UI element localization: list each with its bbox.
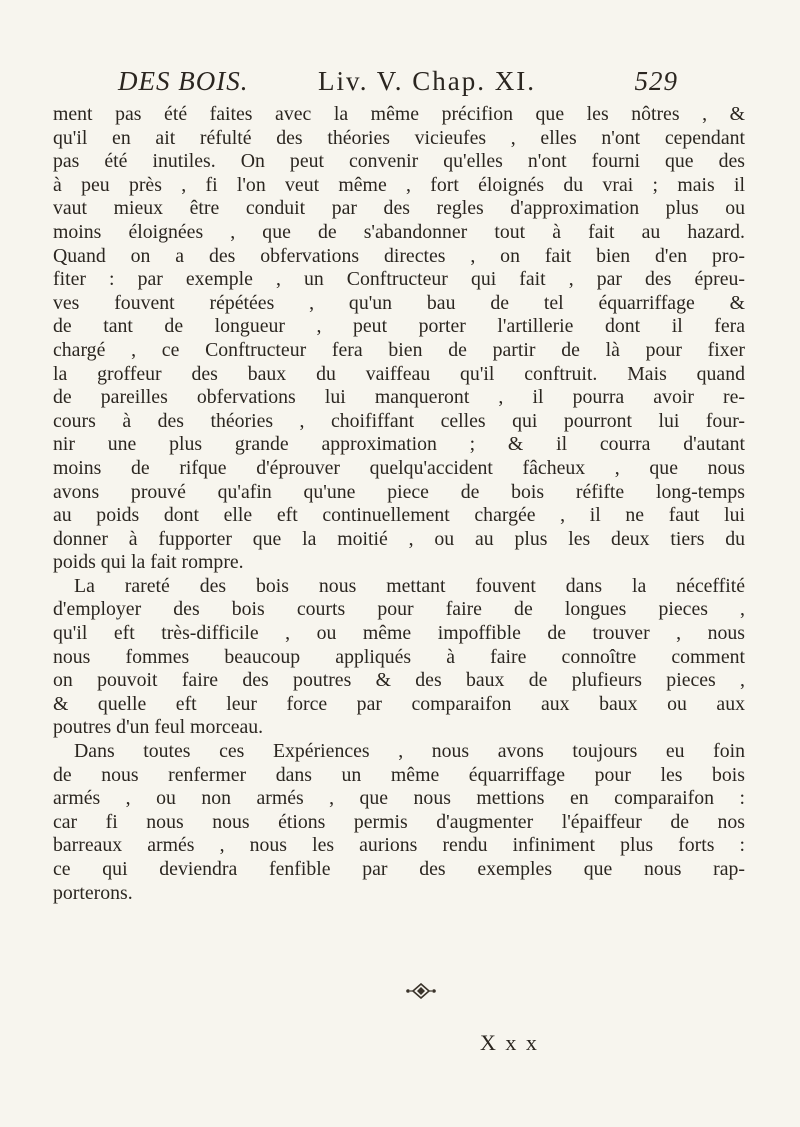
body-text [53,103,745,905]
running-head [118,66,678,100]
text-line: cours à des théories , choififfant celles qui pourront lui four- [53,409,745,432]
paragraph-end-line: poutres d'un feul morceau. [53,716,264,739]
text-line: d'employer des bois courts pour faire de longues pieces , [53,598,745,621]
text-line: qu'il en ait réfulté des théories vicieufes , elles n'ont cependant [53,126,745,149]
text-line: barreaux armés , nous les aurions rendu infiniment plus forts : [53,834,745,857]
text-line: Quand on a des obfervations directes , on fait bien d'en pro- [53,244,745,267]
paragraph-start-line: La rareté des bois nous mettant fouvent dans la néceffité [74,574,745,597]
text-line: moins éloignées , que de s'abandonner tout à fait au hazard. [53,220,745,243]
text-line: de nous renfermer dans un même équarriffage pour les bois [53,763,745,786]
text-line: de tant de longueur , peut porter l'artillerie dont il fera [53,315,745,338]
text-line: car fi nous nous étions permis d'augmenter l'épaiffeur de nos [53,810,745,833]
text-line: & quelle eft leur force par comparaifon aux baux ou aux [53,692,745,715]
running-head-title: DES BOIS. [118,66,249,96]
text-line: donner à fupporter que la moitié , ou au plus les deux tiers du [53,527,745,550]
text-line: pas été inutiles. On peut convenir qu'elles n'ont fourni que des [53,150,745,173]
text-line: au poids dont elle eft continuellement chargée , il ne faut lui [53,504,745,527]
text-line: fiter : par exemple , un Conftructeur qui fait , par des épreu- [53,268,745,291]
text-line: ce qui deviendra fenfible par des exemples que nous rap- [53,858,745,880]
text-line: nir une plus grande approximation ; & il courra d'autant [53,433,745,456]
fleuron-ornament-icon [404,983,438,999]
text-line: moins de rifque d'éprouver quelqu'accident fâcheux , que nous [53,456,745,479]
text-line: chargé , ce Conftructeur fera bien de partir de là pour fixer [53,338,745,361]
text-line: qu'il eft très-difficile , ou même impoffible de trouver , nous [53,622,745,645]
text-line: vaut mieux être conduit par des regles d'approximation plus ou [53,197,745,220]
text-line: armés , ou non armés , que nous mettions en comparaifon : [53,787,745,810]
text-line: avons prouvé qu'afin qu'une piece de bois réfifte long-temps [53,480,745,503]
text-line: nous fommes beaucoup appliqués à faire connoître comment [53,645,745,668]
page-number: 529 [634,66,678,96]
paragraph-start-line: Dans toutes ces Expériences , nous avons toujours eu foin [74,740,745,763]
signature-mark: X x x [480,1030,539,1055]
paragraph-end-line: porterons. [53,881,133,904]
text-line: ves fouvent répétées , qu'un bau de tel équarriffage & [53,291,745,314]
text-line: de pareilles obfervations lui manqueront , il pourra avoir re- [53,386,745,409]
text-line: à peu près , fi l'on veut même , fort éloignés du vrai ; mais il [53,173,745,196]
paragraph-end-line: poids qui la fait rompre. [53,551,244,574]
text-line: la groffeur des baux du vaiffeau qu'il conftruit. Mais quand [53,362,745,385]
running-head-chapter: Liv. V. Chap. XI. [318,66,537,96]
text-line: on pouvoit faire des poutres & des baux de plufieurs pieces , [53,669,745,692]
text-line: ment pas été faites avec la même précifion que les nôtres , & [53,103,745,125]
